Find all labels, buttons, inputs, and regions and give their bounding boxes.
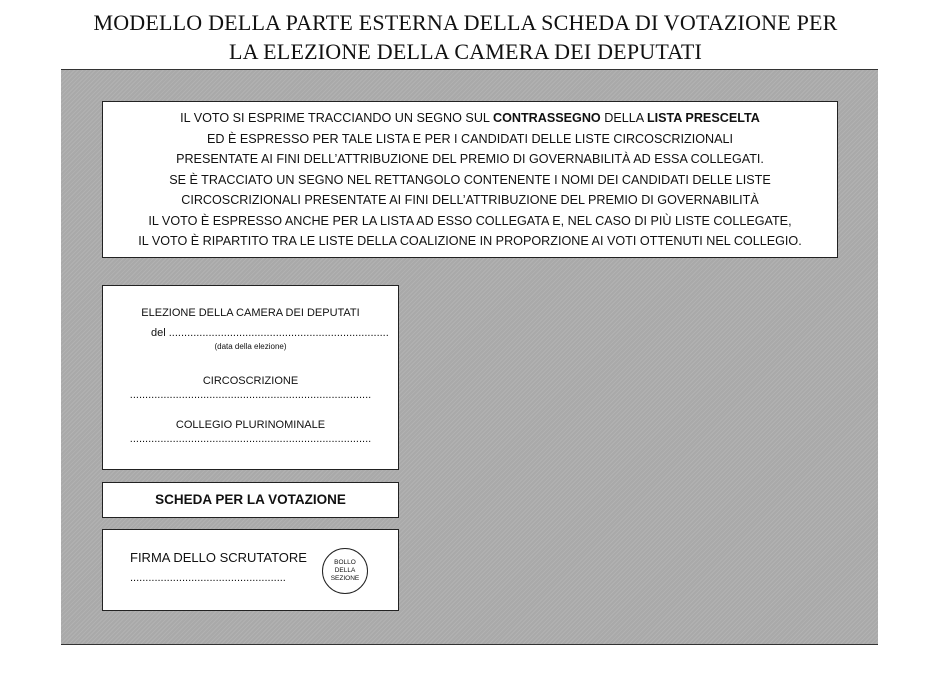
collegio-field[interactable]: ............................................................................... [129, 433, 372, 445]
election-date-row [151, 327, 389, 339]
stamp-text-1: BOLLO [334, 559, 356, 566]
instruction-line-2: ED È ESPRESSO PER TALE LISTA E PER I CANDIDATI DELLE LISTE CIRCOSCRIZIONALI [206, 131, 734, 146]
circoscrizione-field[interactable]: ............................................................................... [129, 389, 372, 401]
signature-box [102, 529, 399, 611]
instruction-text: IL VOTO SI ESPRIME TRACCIANDO UN SEGNO SUL [180, 111, 493, 125]
instruction-line-6: IL VOTO È ESPRESSO ANCHE PER LA LISTA AD ESSO COLLEGATA E, NEL CASO DI PIÙ LISTE COLLEGATE, [148, 213, 792, 228]
election-heading: ELEZIONE DELLA CAMERA DEI DEPUTATI [141, 307, 360, 319]
stamp-text-2: DELLA [334, 567, 356, 574]
election-details-box [102, 285, 399, 470]
ballot-exterior [61, 69, 878, 645]
section-stamp-circle [322, 548, 368, 594]
circoscrizione-label: CIRCOSCRIZIONE [202, 375, 299, 387]
instruction-bold-lista: LISTA PRESCELTA [646, 111, 760, 125]
instruction-line-1 [103, 108, 837, 129]
stamp-text-3: SEZIONE [330, 575, 360, 582]
scheda-label-box: SCHEDA PER LA VOTAZIONE [102, 482, 399, 518]
date-caption: (data della elezione) [214, 342, 287, 351]
instruction-bold-contrassegno: CONTRASSEGNO [492, 111, 601, 125]
collegio-label: COLLEGIO PLURINOMINALE [175, 419, 326, 431]
instruction-line-7: IL VOTO È RIPARTITO TRA LE LISTE DELLA COALIZIONE IN PROPORZIONE AI VOTI OTTENUTI NEL COLLEGIO. [138, 234, 802, 248]
instruction-line-4: SE È TRACCIATO UN SEGNO NEL RETTANGOLO CONTENENTE I NOMI DEI CANDIDATI DELLE LISTE [169, 172, 771, 187]
page-title [0, 8, 931, 66]
scrutatore-signature-label: FIRMA DELLO SCRUTATORE [130, 550, 307, 565]
scrutatore-signature-field[interactable]: ................................................... [130, 572, 286, 584]
del-label: del [151, 327, 166, 339]
instruction-line-3: PRESENTATE AI FINI DELL’ATTRIBUZIONE DEL PREMIO DI GOVERNABILITÀ AD ESSA COLLEGATI. [176, 152, 764, 166]
instruction-text: DELLA [600, 111, 647, 125]
instruction-line-5: CIRCOSCRIZIONALI PRESENTATE AI FINI DELL’ATTRIBUZIONE DEL PREMIO DI GOVERNABILITÀ [181, 193, 759, 207]
voting-instructions-box [102, 101, 838, 258]
election-date-field[interactable]: ........................................................................ [168, 327, 389, 339]
title-line-1: MODELLO DELLA PARTE ESTERNA DELLA SCHEDA DI VOTAZIONE PER [93, 10, 838, 35]
title-line-2: LA ELEZIONE DELLA CAMERA DEI DEPUTATI [228, 39, 703, 64]
